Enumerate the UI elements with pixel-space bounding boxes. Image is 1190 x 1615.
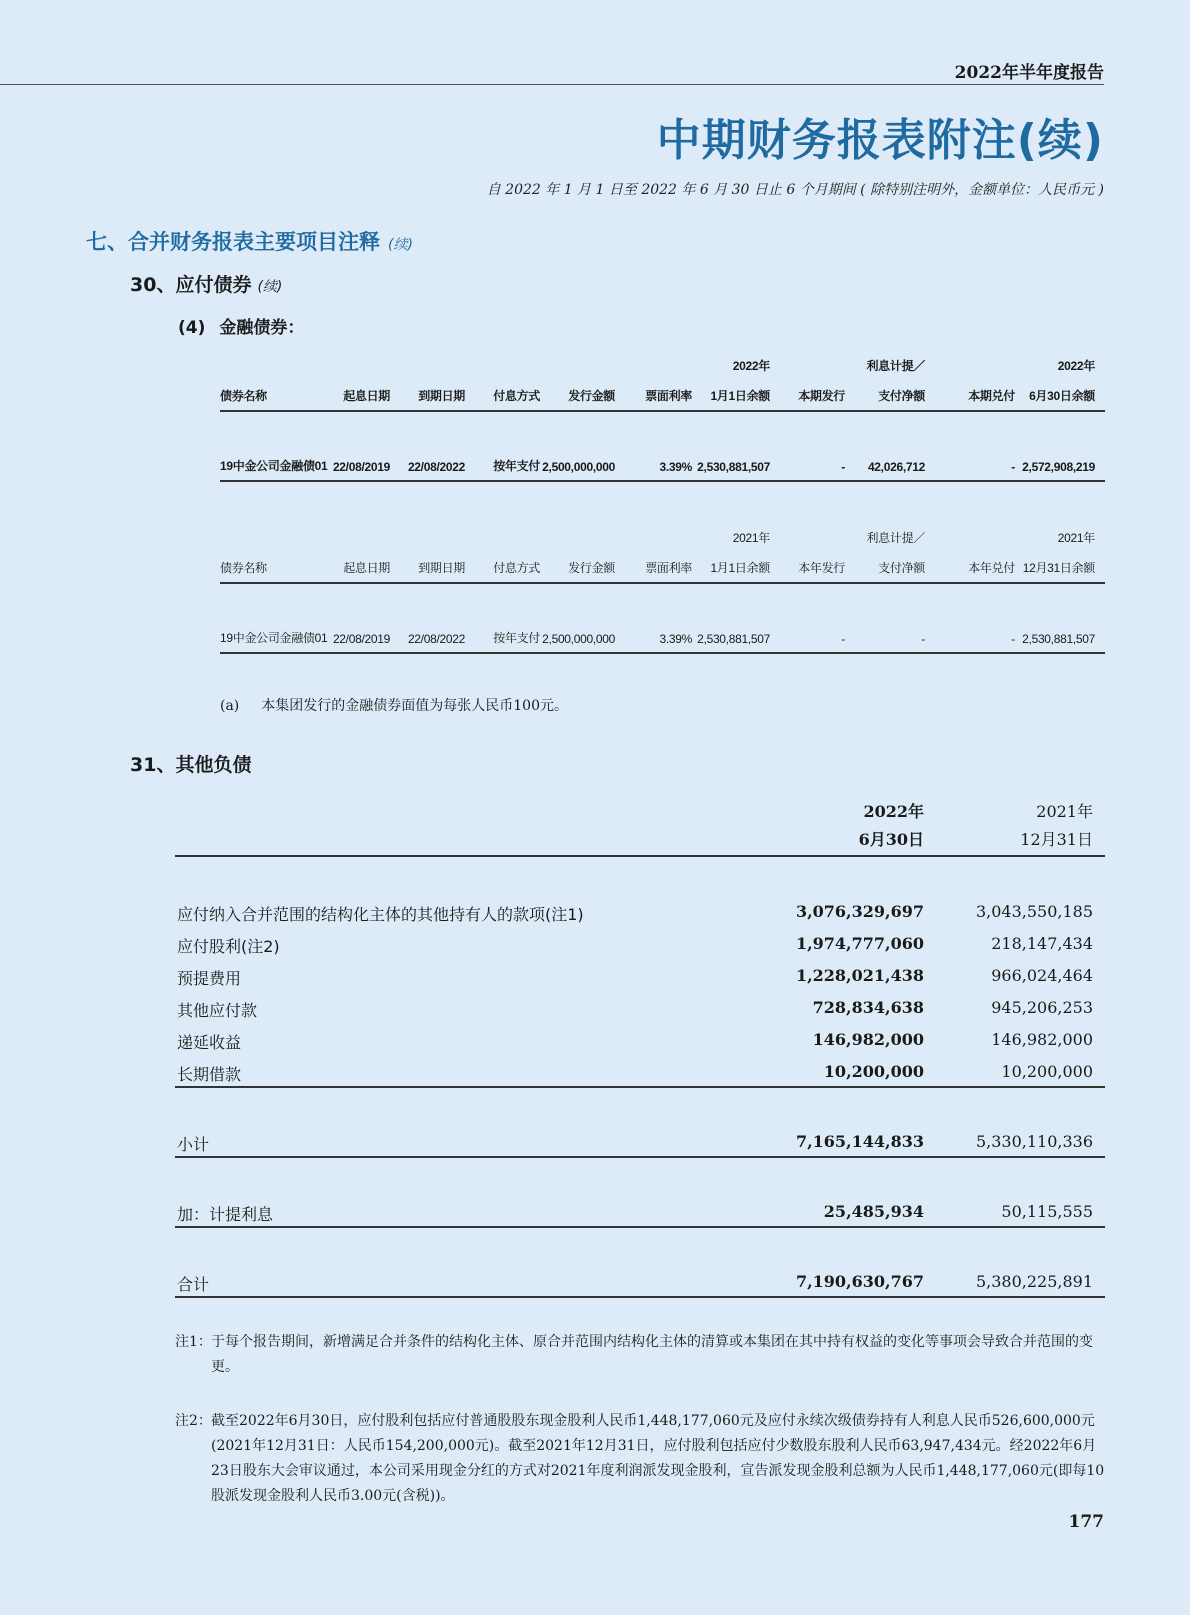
cell-pay: 按年支付 xyxy=(493,459,540,473)
row-value-2021: 945,206,253 xyxy=(991,998,1093,1017)
col-issue: 本年发行 xyxy=(798,561,845,575)
cell-open: 2,530,881,507 xyxy=(697,632,770,646)
col-rate: 票面利率 xyxy=(645,389,692,403)
cell-interest: 42,026,712 xyxy=(867,460,925,474)
cell-amount: 2,500,000,000 xyxy=(542,460,615,474)
bond-note xyxy=(220,695,568,715)
row-label: 长期借款 xyxy=(177,1065,242,1084)
section-heading xyxy=(86,226,413,256)
page-title: 中期财务报表附注(续) xyxy=(656,115,1104,166)
cell-amount: 2,500,000,000 xyxy=(542,632,615,646)
bond-table-header xyxy=(220,350,1105,412)
table-row xyxy=(175,928,1105,960)
col-pay: 付息方式 xyxy=(493,389,540,403)
row-value-2022: 146,982,000 xyxy=(812,1030,924,1049)
cell-rate: 3.39% xyxy=(659,632,692,646)
col2-line2: 12月31日 xyxy=(1020,830,1093,849)
report-label: 2022年半年度报告 xyxy=(954,63,1104,83)
col-pay: 付息方式 xyxy=(493,561,540,575)
subtotal-label: 小计 xyxy=(177,1135,210,1154)
col-start: 起息日期 xyxy=(343,561,390,575)
cell-name: 19中金公司金融债01 xyxy=(220,631,328,645)
table-row xyxy=(175,896,1105,928)
cell-close: 2,530,881,507 xyxy=(1022,632,1095,646)
subtotal-row xyxy=(175,1126,1105,1158)
cell-issue: - xyxy=(841,460,845,474)
col-rate: 票面利率 xyxy=(645,561,692,575)
col-interest-top: 利息计提／ xyxy=(866,531,925,545)
item30-sub-title: 金融债券： xyxy=(219,318,305,338)
note-1 xyxy=(175,1330,1105,1380)
item30-cont: (续) xyxy=(257,279,283,295)
section-cont: (续) xyxy=(388,237,413,253)
col-interest: 支付净额 xyxy=(878,389,925,403)
bond-table-2022 xyxy=(220,350,1105,482)
note-2-label: 注2： xyxy=(175,1413,212,1429)
col-redeem: 本期兑付 xyxy=(968,389,1015,403)
row-label: 其他应付款 xyxy=(177,1001,258,1020)
col-end: 到期日期 xyxy=(418,561,465,575)
item31-title: 31、其他负债 xyxy=(130,754,252,776)
row-value-2022: 1,228,021,438 xyxy=(795,966,924,985)
row-label: 应付股利(注2) xyxy=(177,937,280,956)
table-rule xyxy=(175,1226,1105,1228)
col-issue: 本期发行 xyxy=(798,389,845,403)
col-open-top: 2021年 xyxy=(732,531,770,545)
table-rule xyxy=(175,1296,1105,1298)
col2-line1: 2021年 xyxy=(1036,802,1093,821)
row-value-2021: 3,043,550,185 xyxy=(975,902,1093,921)
row-value-2022: 728,834,638 xyxy=(812,998,924,1017)
cell-name: 19中金公司金融债01 xyxy=(220,459,328,473)
table-row xyxy=(175,960,1105,992)
col-redeem: 本年兑付 xyxy=(968,561,1015,575)
row-value-2021: 146,982,000 xyxy=(991,1030,1093,1049)
cell-end: 22/08/2022 xyxy=(407,460,465,474)
col-interest-top: 利息计提／ xyxy=(866,359,925,373)
total-value-2021: 5,380,225,891 xyxy=(975,1272,1093,1291)
row-value-2021: 966,024,464 xyxy=(991,966,1093,985)
col-close: 6月30日余额 xyxy=(1029,389,1095,403)
total-value-2022: 7,190,630,767 xyxy=(795,1272,924,1291)
page-number: 177 xyxy=(1068,1512,1104,1532)
table-row xyxy=(175,1024,1105,1056)
row-value-2021: 10,200,000 xyxy=(1001,1062,1093,1081)
liabilities-header xyxy=(175,797,1105,857)
note-2 xyxy=(175,1409,1105,1509)
col-interest: 支付净额 xyxy=(878,561,925,575)
subtotal-value-2022: 7,165,144,833 xyxy=(795,1132,924,1151)
interest-row xyxy=(175,1196,1105,1228)
col1-line1: 2022年 xyxy=(863,802,924,821)
col-open: 1月1日余额 xyxy=(710,389,770,403)
interest-value-2021: 50,115,555 xyxy=(1001,1202,1093,1221)
row-value-2022: 3,076,329,697 xyxy=(795,902,924,921)
table-rule xyxy=(175,1086,1105,1088)
col-amount: 发行金额 xyxy=(568,561,615,575)
total-label: 合计 xyxy=(177,1275,210,1294)
row-label: 应付纳入合并范围的结构化主体的其他持有人的款项(注1) xyxy=(177,905,584,924)
note-1-text: 于每个报告期间，新增满足合并条件的结构化主体、原合并范围内结构化主体的清算或本集团在其中持有权益的变化等事项会导致合并范围的变更。 xyxy=(211,1334,1093,1375)
cell-pay: 按年支付 xyxy=(493,631,540,645)
col-start: 起息日期 xyxy=(343,389,390,403)
cell-open: 2,530,881,507 xyxy=(697,460,770,474)
row-label: 递延收益 xyxy=(177,1033,242,1052)
item30-sub-num: (4) xyxy=(178,318,206,338)
subtotal-value-2021: 5,330,110,336 xyxy=(975,1132,1093,1151)
cell-end: 22/08/2022 xyxy=(407,632,465,646)
interest-label: 加：计提利息 xyxy=(177,1205,274,1224)
table-row xyxy=(220,584,1105,654)
row-label: 预提费用 xyxy=(177,969,242,988)
cell-redeem: - xyxy=(1011,460,1015,474)
table-row xyxy=(220,412,1105,482)
item30-title: 30、应付债券 xyxy=(130,274,252,296)
table-row xyxy=(175,1056,1105,1088)
col1-line2: 6月30日 xyxy=(858,830,924,849)
bond-note-label: (a) xyxy=(220,698,240,714)
cell-redeem: - xyxy=(1011,632,1015,646)
cell-close: 2,572,908,219 xyxy=(1022,460,1095,474)
col-open-top: 2022年 xyxy=(732,359,770,373)
table-rule xyxy=(175,1156,1105,1158)
col-open: 1月1日余额 xyxy=(710,561,770,575)
bond-table-header xyxy=(220,522,1105,584)
col-name: 债券名称 xyxy=(220,561,267,575)
col-close: 12月31日余额 xyxy=(1022,561,1095,575)
cell-start: 22/08/2019 xyxy=(332,460,390,474)
section-title: 七、合并财务报表主要项目注释 xyxy=(86,230,380,254)
row-value-2022: 1,974,777,060 xyxy=(795,934,924,953)
header-rule xyxy=(0,84,1104,85)
row-value-2022: 10,200,000 xyxy=(823,1062,924,1081)
interest-value-2022: 25,485,934 xyxy=(823,1202,924,1221)
note-1-label: 注1： xyxy=(175,1334,212,1350)
note-2-text: 截至2022年6月30日，应付股利包括应付普通股股东现金股利人民币1,448,177,060元及应付永续次级债券持有人利息人民币526,600,000元(2021年12月31日：人民币154,200,000元)。截至2021年12月31日，应付股利包括应付少数股东股利人民币63,947,434元。经2022年6月23日股东大会审议通过，本公司采用现金分红的方式对2021年度利润派发现金股利，宣告派发现金股利总额为人民币1,448,177,060元(即每10股派发现金股利人民币3.00元(含税))。 xyxy=(211,1413,1105,1504)
item30-subheading xyxy=(178,313,304,338)
table-row xyxy=(175,992,1105,1024)
col-close-top: 2022年 xyxy=(1057,359,1095,373)
bond-note-text: 本集团发行的金融债券面值为每张人民币100元。 xyxy=(261,698,569,714)
page-subtitle: 自 2022 年 1 月 1 日至 2022 年 6 月 30 日止 6 个月期间 ( 除特别注明外，金额单位：人民币元 ) xyxy=(486,182,1104,198)
cell-issue: - xyxy=(841,632,845,646)
bond-table-2021 xyxy=(220,522,1105,654)
cell-interest: - xyxy=(921,632,925,646)
total-row xyxy=(175,1266,1105,1298)
col-amount: 发行金额 xyxy=(568,389,615,403)
cell-rate: 3.39% xyxy=(659,460,692,474)
cell-start: 22/08/2019 xyxy=(332,632,390,646)
col-end: 到期日期 xyxy=(418,389,465,403)
col-name: 债券名称 xyxy=(220,389,267,403)
col-close-top: 2021年 xyxy=(1057,531,1095,545)
item30-heading xyxy=(130,270,282,297)
row-value-2021: 218,147,434 xyxy=(991,934,1093,953)
